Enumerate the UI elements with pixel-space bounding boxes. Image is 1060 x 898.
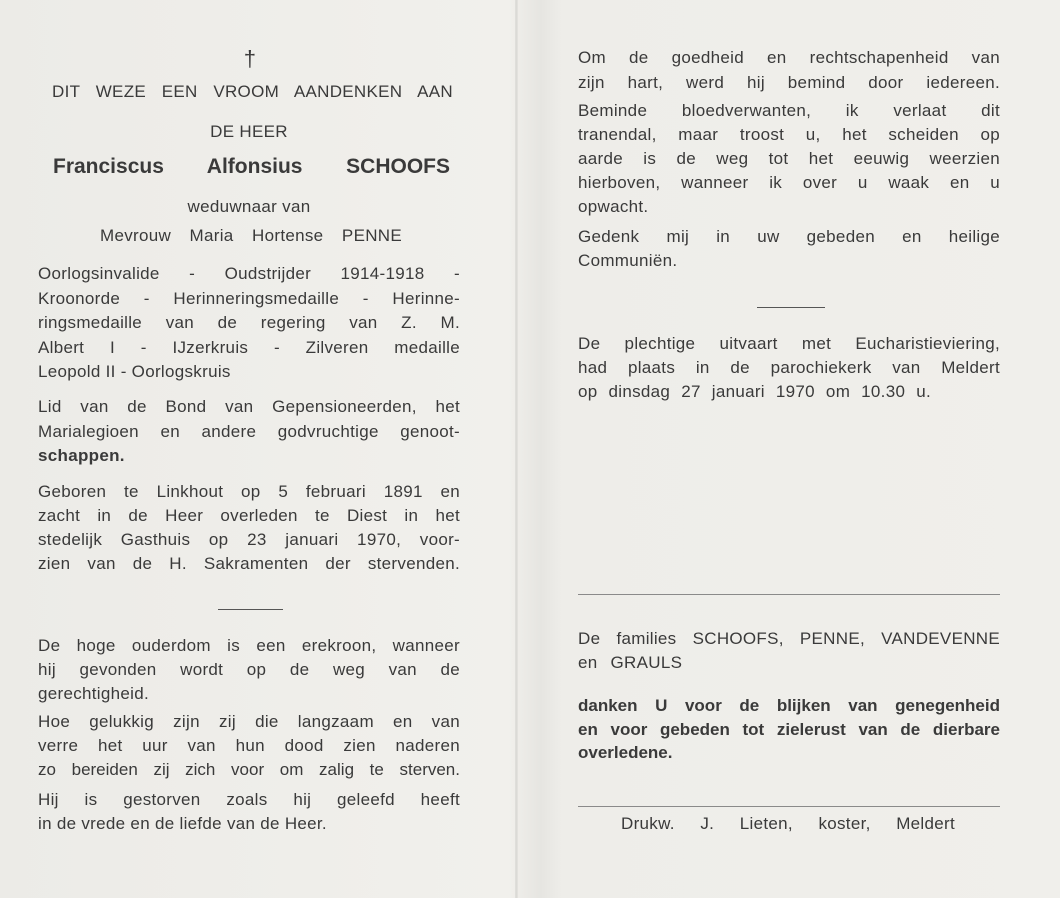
member-line: schappen. bbox=[38, 446, 125, 465]
born-line: zacht in de Heer overleden te Diest in het bbox=[38, 506, 460, 525]
honors-line: Oorlogsinvalide - Oudstrijder 1914-1918 - bbox=[38, 264, 460, 283]
text-line: Communiën. bbox=[578, 251, 678, 270]
printer-credit: Drukw. J. Lieten, koster, Meldert bbox=[621, 814, 955, 833]
verse-line: hij gevonden wordt op de weg van de bbox=[38, 660, 460, 679]
verse-line: Hoe gelukkig zijn zij die langzaam en van bbox=[38, 712, 460, 731]
honors-line: Kroonorde - Herinneringsmedaille - Herinne- bbox=[38, 289, 460, 308]
divider bbox=[218, 609, 283, 610]
text-line: opwacht. bbox=[578, 197, 649, 216]
widower-label: weduwnaar van bbox=[187, 197, 311, 216]
verse-line: gerechtigheid. bbox=[38, 684, 149, 703]
thanks-line: en voor gebeden tot zielerust van de dierbare bbox=[578, 720, 1000, 739]
text-line: zijn hart, werd hij bemind door iedereen. bbox=[578, 73, 1000, 92]
thanks-line: danken U voor de blijken van genegenheid bbox=[578, 696, 1000, 715]
member-line: Marialegioen en andere godvruchtige genoot- bbox=[38, 422, 460, 441]
funeral-line: op dinsdag 27 januari 1970 om 10.30 u. bbox=[578, 382, 932, 401]
honors-line: ringsmedaille van de regering van Z. M. bbox=[38, 313, 460, 332]
honors-line: Leopold II - Oorlogskruis bbox=[38, 362, 231, 381]
card-fold bbox=[515, 0, 518, 898]
text-line: Gedenk mij in uw gebeden en heilige bbox=[578, 227, 1000, 246]
born-line: stedelijk Gasthuis op 23 januari 1970, voor- bbox=[38, 530, 460, 549]
text-line: Beminde bloedverwanten, ik verlaat dit bbox=[578, 101, 1000, 120]
funeral-line: had plaats in de parochiekerk van Meldert bbox=[578, 358, 1000, 377]
families-line: en GRAULS bbox=[578, 653, 683, 672]
thanks-line: overledene. bbox=[578, 743, 673, 762]
text-line: tranendal, maar troost u, het scheiden op bbox=[578, 125, 1000, 144]
verse-line: zo bereiden zij zich voor om zalig te sterven. bbox=[38, 760, 460, 779]
separator-line bbox=[578, 806, 1000, 807]
honors-line: Albert I - IJzerkruis - Zilveren medaille bbox=[38, 338, 460, 357]
title: DE HEER bbox=[210, 122, 288, 141]
born-line: zien van de H. Sakramenten der stervenden. bbox=[38, 554, 460, 573]
verse-line: De hoge ouderdom is een erekroon, wanneer bbox=[38, 636, 460, 655]
separator-line bbox=[578, 594, 1000, 595]
verse-line: verre het uur van hun dood zien naderen bbox=[38, 736, 460, 755]
born-line: Geboren te Linkhout op 5 februari 1891 en bbox=[38, 482, 460, 501]
divider bbox=[757, 307, 825, 308]
verse-line: in de vrede en de liefde van de Heer. bbox=[38, 814, 327, 833]
cross-icon: † bbox=[243, 46, 257, 71]
text-line: Om de goedheid en rechtschapenheid van bbox=[578, 48, 1000, 67]
funeral-line: De plechtige uitvaart met Eucharistieviering, bbox=[578, 334, 1000, 353]
member-line: Lid van de Bond van Gepensioneerden, het bbox=[38, 397, 460, 416]
text-line: hierboven, wanneer ik over u waak en u bbox=[578, 173, 1000, 192]
deceased-name: Franciscus Alfonsius SCHOOFS bbox=[53, 155, 450, 178]
families-line: De families SCHOOFS, PENNE, VANDEVENNE bbox=[578, 629, 1000, 648]
verse-line: Hij is gestorven zoals hij geleefd heeft bbox=[38, 790, 460, 809]
spouse-name: Mevrouw Maria Hortense PENNE bbox=[100, 226, 402, 245]
heading: DIT WEZE EEN VROOM AANDENKEN AAN bbox=[52, 82, 453, 101]
text-line: aarde is de weg tot het eeuwig weerzien bbox=[578, 149, 1000, 168]
